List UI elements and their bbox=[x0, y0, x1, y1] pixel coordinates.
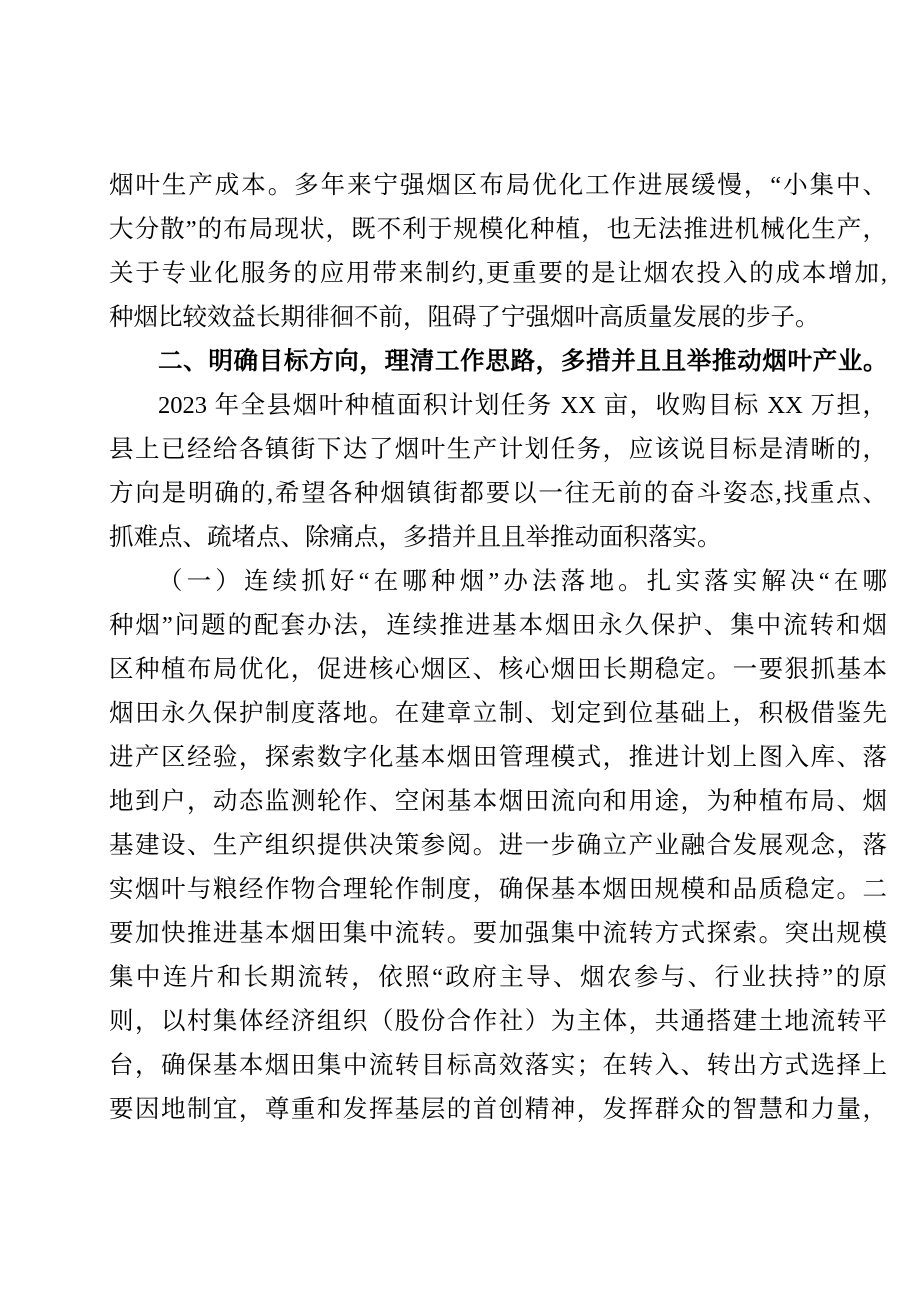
body-text-line: 种烟比较效益长期徘徊不前，阻碍了宁强烟叶高质量发展的步子。 bbox=[109, 304, 820, 331]
body-text-line: 县上已经给各镇街下达了烟叶生产计划任务，应该说目标是清晰的， bbox=[109, 436, 887, 463]
body-text-line: 进产区经验，探索数字化基本烟田管理模式，推进计划上图入库、落 bbox=[109, 744, 887, 771]
section-heading-line: 二、明确目标方向，理清工作思路，多措并且且举推动烟叶产业。 bbox=[158, 348, 887, 375]
body-text-line: 种烟”问题的配套办法，连续推进基本烟田永久保护、集中流转和烟 bbox=[109, 612, 887, 639]
body-text-line: 2023 年全县烟叶种植面积计划任务 XX 亩，收购目标 XX 万担， bbox=[158, 392, 887, 419]
body-text-line: 基建设、生产组织提供决策参阅。进一步确立产业融合发展观念，落 bbox=[109, 832, 887, 859]
body-text-line: 集中连片和长期流转，依照“政府主导、烟农参与、行业扶持”的原 bbox=[109, 964, 887, 991]
body-text-line: 实烟叶与粮经作物合理轮作制度，确保基本烟田规模和品质稳定。二 bbox=[109, 876, 887, 903]
body-text-line: 台，确保基本烟田集中流转目标高效落实；在转入、转出方式选择上 bbox=[109, 1052, 887, 1079]
body-text-line: 方向是明确的,希望各种烟镇街都要以一往无前的奋斗姿态,找重点、 bbox=[109, 480, 887, 507]
body-text-line: 区种植布局优化，促进核心烟区、核心烟田长期稳定。一要狠抓基本 bbox=[109, 656, 887, 683]
body-text-line: （一）连续抓好“在哪种烟”办法落地。扎实落实解决“在哪 bbox=[158, 568, 887, 595]
body-text-line: 则，以村集体经济组织（股份合作社）为主体，共通搭建土地流转平 bbox=[109, 1008, 887, 1035]
body-text-line: 烟叶生产成本。多年来宁强烟区布局优化工作进展缓慢，“小集中、 bbox=[109, 172, 887, 199]
body-text-line: 要加快推进基本烟田集中流转。要加强集中流转方式探索。突出规模 bbox=[109, 920, 887, 947]
body-text-line: 大分散”的布局现状，既不利于规模化种植，也无法推进机械化生产， bbox=[109, 216, 887, 243]
body-text-line: 烟田永久保护制度落地。在建章立制、划定到位基础上，积极借鉴先 bbox=[109, 700, 887, 727]
body-text-line: 关于专业化服务的应用带来制约,更重要的是让烟农投入的成本增加, bbox=[109, 260, 887, 287]
body-text-line: 抓难点、疏堵点、除痛点，多措并且且举推动面积落实。 bbox=[109, 524, 722, 551]
text-column bbox=[109, 164, 887, 1132]
body-text-line: 要因地制宜，尊重和发挥基层的首创精神，发挥群众的智慧和力量， bbox=[109, 1096, 887, 1123]
body-text-line: 地到户，动态监测轮作、空闲基本烟田流向和用途，为种植布局、烟 bbox=[109, 788, 887, 815]
